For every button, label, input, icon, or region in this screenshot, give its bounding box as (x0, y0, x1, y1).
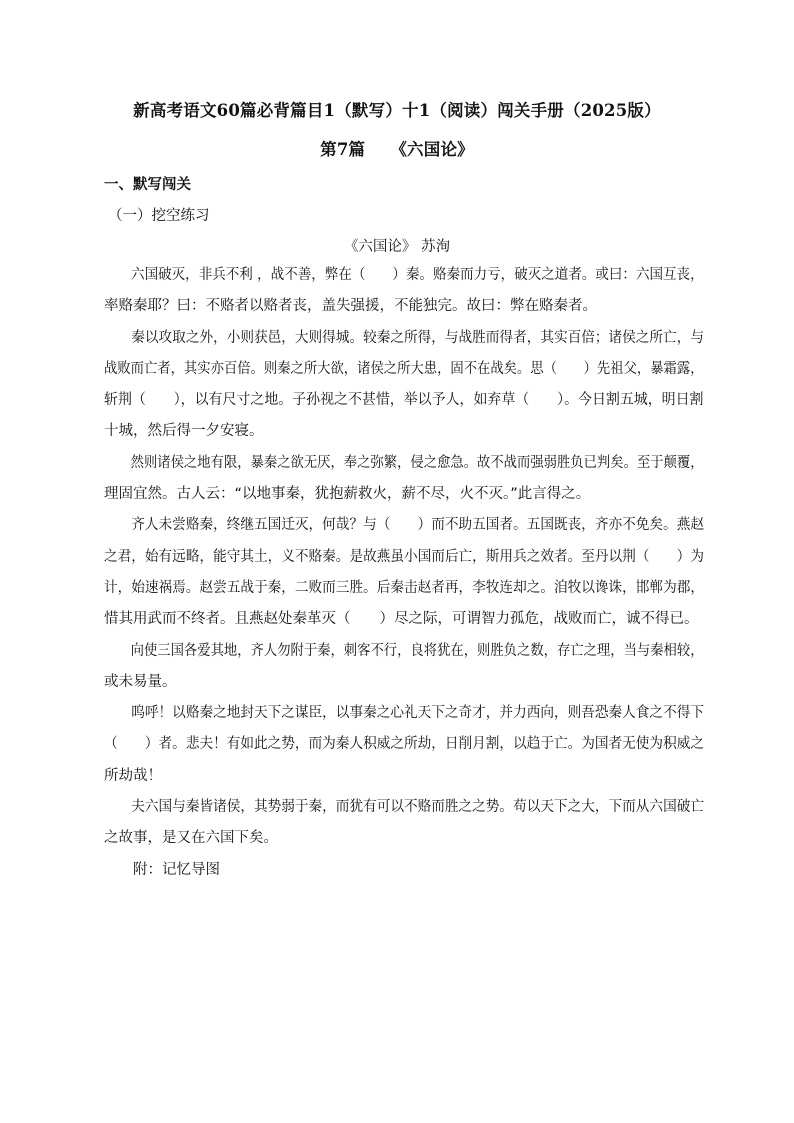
text-line: 所劫哉！ (104, 767, 162, 784)
paragraph (104, 510, 704, 635)
paragraph (104, 260, 704, 323)
text-line: 之君，始有远略，能守其土，义不赂秦。是故燕虽小国而后亡，斯用兵之效者。至丹以荆（ ）为 (104, 548, 704, 565)
text-line: 秦以攻取之外，小则获邑，大则得城。较秦之所得，与战胜而得者，其实百倍；诸侯之所亡，与 (104, 329, 704, 346)
paragraph (104, 855, 694, 886)
paragraph (104, 448, 704, 511)
main-title: 新高考语文60篇必背篇目1（默写）十1（阅读）闯关手册（2025版） (133, 101, 661, 120)
text-line: 六国破灭，非兵不利 ，战不善，弊在（ ）秦。赂秦而力亏，破灭之道者。或曰：六国互丧， (104, 267, 704, 283)
text-line: 计，始速祸焉。赵尝五战于秦，二败而三胜。后秦击赵者再，李牧连却之。洎牧以谗诛，邯郸为郡， (104, 579, 704, 596)
paragraph (104, 792, 704, 855)
paragraph (104, 698, 704, 792)
text-line: 向使三国各爱其地，齐人勿附于秦，刺客不行，良将犹在，则胜负之数，存亡之理，当与秦相较， (104, 642, 704, 659)
section-heading: 一、默写闯关 (104, 176, 191, 193)
exercise-heading: （一）挖空练习 (108, 208, 210, 224)
text-line: 附：记忆导图 (104, 861, 220, 878)
text-line: 夫六国与秦皆诸侯，其势弱于秦，而犹有可以不赂而胜之之势。苟以天下之大，下而从六国破亡 (104, 799, 704, 816)
passage-heading: 《六国论》 苏洵 (343, 239, 451, 255)
text-line: 理固宜然。古人云：“以地事秦，犹抱薪救火，薪不尽，火不灭。”此言得之。 (104, 486, 591, 503)
text-line: 惜其用武而不终者。且燕赵处秦革灭（ ）尽之际，可谓智力孤危，战败而亡，诚不得已。 (104, 611, 699, 628)
text-line: （ ）者。悲夫！有如此之势，而为秦人积威之所劫，日削月割，以趋于亡。为国者无使为积威之 (104, 736, 704, 753)
text-line: 战败而亡者，其实亦百倍。则秦之所大欲，诸侯之所大患，固不在战矣。思（ ）先祖父，暴霜露， (104, 360, 704, 377)
passage-body (104, 260, 704, 886)
text-line: 然则诸侯之地有限，暴秦之欲无厌，奉之弥繁，侵之愈急。故不战而强弱胜负已判矣。至于颠覆， (104, 454, 704, 471)
text-line: 率赂秦耶？曰：不赂者以赂者丧，盖失强援，不能独完。故曰：弊在赂秦者。 (104, 298, 597, 315)
chapter-title: 第7篇 《六国论》 (320, 140, 474, 159)
paragraph (104, 636, 704, 699)
text-line: 之故事，是又在六国下矣。 (104, 830, 278, 847)
text-line: 或未易量。 (104, 673, 177, 690)
text-line: 齐人未尝赂秦，终继五国迁灭，何哉？与（ ）而不助五国者。五国既丧，齐亦不免矣。燕赵 (104, 517, 704, 534)
text-line: 十城，然后得一夕安寝。 (104, 423, 264, 440)
text-line: 呜呼！以赂秦之地封天下之谋臣，以事秦之心礼天下之奇才，并力西向，则吾恐秦人食之不得下 (104, 705, 704, 722)
text-line: 斩荆（ ），以有尺寸之地。子孙视之不甚惜，举以予人，如弃草（ ）。今日割五城，明日割 (104, 392, 704, 409)
paragraph (104, 323, 704, 448)
